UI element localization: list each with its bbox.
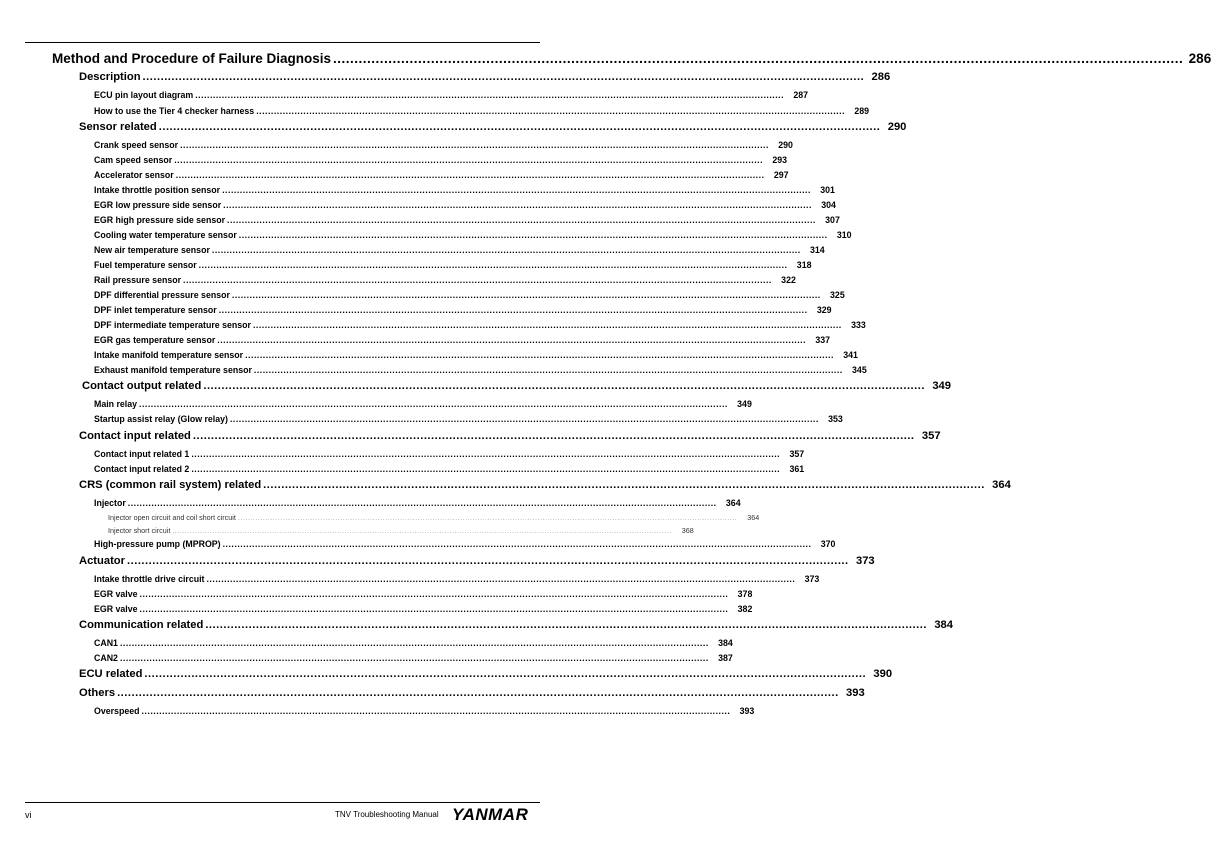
toc-label: CAN2 bbox=[94, 653, 118, 663]
leader-dots: ........................................................................................................................................................................................................ bbox=[227, 215, 816, 225]
toc-page: 301 bbox=[820, 185, 835, 195]
toc-entry[interactable] bbox=[94, 305, 832, 315]
leader-dots: ........................................................................................................................................................................................................ bbox=[180, 140, 769, 150]
toc-label: Overspeed bbox=[94, 706, 140, 716]
toc-page: 307 bbox=[825, 215, 840, 225]
toc-label: Injector open circuit and coil short circuit bbox=[108, 513, 236, 522]
toc-label: Cam speed sensor bbox=[94, 155, 173, 165]
leader-dots: ........................................................................................................................................................................................................ bbox=[158, 121, 881, 133]
leader-dots: ........................................................................................................................................................................................................ bbox=[191, 449, 781, 459]
leader-dots: ........................................................................................................................................................................................................ bbox=[119, 638, 709, 648]
toc-entry[interactable] bbox=[108, 513, 760, 522]
header-rule bbox=[25, 42, 540, 43]
toc-page: 393 bbox=[846, 687, 865, 699]
toc-page: 290 bbox=[887, 121, 907, 133]
leader-dots: ........................................................................................................................................................................................................ bbox=[142, 71, 865, 83]
toc-page: 370 bbox=[820, 539, 836, 549]
leader-dots: ........................................................................................................................................................................................................ bbox=[175, 170, 765, 180]
toc-page: 393 bbox=[739, 706, 755, 716]
toc-entry[interactable] bbox=[82, 380, 951, 392]
toc-entry[interactable] bbox=[94, 275, 796, 285]
toc-entry[interactable] bbox=[94, 290, 845, 300]
toc-label: Injector short circuit bbox=[108, 526, 171, 535]
leader-dots: ........................................................................................................................................................................................................ bbox=[174, 155, 764, 165]
toc-entry[interactable] bbox=[94, 155, 788, 165]
leader-dots: ........................................................................................................................................................................................................ bbox=[223, 200, 812, 210]
leader-dots: ........................................................................................................................................................................................................ bbox=[238, 230, 828, 240]
toc-label: Contact output related bbox=[82, 380, 202, 392]
toc-page: 364 bbox=[725, 498, 741, 508]
toc-page: 304 bbox=[821, 200, 836, 210]
toc-page: 297 bbox=[773, 170, 789, 180]
toc-page: 286 bbox=[1188, 51, 1211, 66]
toc-page: 349 bbox=[932, 380, 951, 392]
toc-entry[interactable] bbox=[79, 687, 865, 699]
toc-page: 390 bbox=[873, 668, 893, 680]
toc-page: 361 bbox=[789, 464, 805, 474]
yanmar-logo: YANMAR bbox=[452, 805, 529, 824]
toc-label: Accelerator sensor bbox=[94, 170, 174, 180]
leader-dots: ........................................................................................................................................................................................................ bbox=[139, 604, 729, 614]
leader-dots: ........................................................................................................................................................................................................ bbox=[139, 399, 728, 409]
toc-label: Fuel temperature sensor bbox=[94, 260, 197, 270]
leader-dots: ........................................................................................................................................................................................................ bbox=[222, 185, 811, 195]
leader-dots: ........................................................................................................................................................................................................ bbox=[222, 539, 812, 549]
toc-entry[interactable] bbox=[108, 526, 694, 535]
toc-label: Contact input related 1 bbox=[94, 449, 190, 459]
leader-dots: ........................................................................................................................................................................................................ bbox=[237, 513, 738, 522]
toc-label: Sensor related bbox=[79, 121, 157, 133]
toc-label: Intake throttle drive circuit bbox=[94, 574, 205, 584]
toc-entry[interactable] bbox=[79, 555, 875, 567]
toc-entry[interactable] bbox=[94, 320, 866, 330]
toc-entry[interactable] bbox=[94, 106, 870, 116]
toc-entry[interactable] bbox=[94, 90, 809, 100]
toc-entry[interactable] bbox=[94, 350, 858, 360]
toc-page: 337 bbox=[815, 335, 831, 345]
toc-entry[interactable] bbox=[94, 653, 733, 663]
toc-label: EGR high pressure side sensor bbox=[94, 215, 226, 225]
toc-page: 382 bbox=[737, 604, 753, 614]
leader-dots: ........................................................................................................................................................................................................ bbox=[218, 305, 808, 315]
toc-label: Exhaust manifold temperature sensor bbox=[94, 365, 252, 375]
toc-entry[interactable] bbox=[94, 414, 843, 424]
toc-page: 341 bbox=[843, 350, 858, 360]
toc-label: Cooling water temperature sensor bbox=[94, 230, 237, 240]
toc-label: ECU pin layout diagram bbox=[94, 90, 194, 100]
leader-dots: ........................................................................................................................................................................................................ bbox=[229, 414, 819, 424]
toc-entry[interactable] bbox=[94, 230, 852, 240]
toc-entry[interactable] bbox=[94, 245, 825, 255]
toc-page: 364 bbox=[992, 479, 1011, 491]
toc-label: DPF differential pressure sensor bbox=[94, 290, 230, 300]
leader-dots: ........................................................................................................................................................................................................ bbox=[144, 668, 867, 680]
toc-entry[interactable] bbox=[94, 185, 835, 195]
toc-page: 287 bbox=[793, 90, 809, 100]
toc-entry[interactable] bbox=[79, 121, 907, 133]
toc-page: 357 bbox=[921, 430, 941, 442]
toc-page: 357 bbox=[789, 449, 805, 459]
toc-label: Intake manifold temperature sensor bbox=[94, 350, 244, 360]
toc-entry[interactable] bbox=[94, 539, 836, 549]
leader-dots: ........................................................................................................................................................................................................ bbox=[117, 687, 839, 699]
toc-entry[interactable] bbox=[94, 140, 793, 150]
leader-dots: ........................................................................................................................................................................................................ bbox=[191, 464, 781, 474]
leader-dots: ........................................................................................................................................................................................................ bbox=[198, 260, 788, 270]
toc-label: EGR gas temperature sensor bbox=[94, 335, 216, 345]
toc-page: 353 bbox=[828, 414, 843, 424]
toc-entry[interactable] bbox=[94, 589, 753, 599]
toc-page: 345 bbox=[852, 365, 867, 375]
toc-entry[interactable] bbox=[94, 498, 741, 508]
toc-page: 310 bbox=[836, 230, 852, 240]
toc-label: Description bbox=[79, 71, 141, 83]
toc-entry[interactable] bbox=[94, 464, 805, 474]
toc-label: Actuator bbox=[79, 555, 125, 567]
toc-page: 325 bbox=[830, 290, 845, 300]
toc-label: Contact input related 2 bbox=[94, 464, 190, 474]
toc-entry[interactable] bbox=[79, 430, 941, 442]
toc-label: Contact input related bbox=[79, 430, 191, 442]
toc-page: 349 bbox=[737, 399, 752, 409]
toc-page: 293 bbox=[772, 155, 788, 165]
toc-label: Communication related bbox=[79, 619, 204, 631]
leader-dots: ........................................................................................................................................................................................................ bbox=[172, 526, 672, 535]
toc-entry[interactable] bbox=[79, 619, 953, 631]
toc-page: 290 bbox=[778, 140, 793, 150]
leader-dots: ........................................................................................................................................................................................................ bbox=[252, 320, 842, 330]
toc-entry[interactable] bbox=[94, 399, 752, 409]
leader-dots: ........................................................................................................................................................................................................ bbox=[217, 335, 807, 345]
leader-dots: ........................................................................................................................................................................................................ bbox=[253, 365, 843, 375]
toc-entry[interactable] bbox=[94, 200, 836, 210]
leader-dots: ........................................................................................................................................................................................................ bbox=[203, 380, 925, 392]
toc-label: Rail pressure sensor bbox=[94, 275, 182, 285]
leader-dots: ........................................................................................................................................................................................................ bbox=[127, 498, 717, 508]
toc-entry[interactable] bbox=[52, 51, 1211, 66]
toc-entry[interactable] bbox=[94, 706, 755, 716]
manual-title: TNV Troubleshooting Manual bbox=[335, 810, 439, 819]
toc-label: High-pressure pump (MPROP) bbox=[94, 539, 221, 549]
leader-dots: ........................................................................................................................................................................................................ bbox=[245, 350, 834, 360]
toc-label: Others bbox=[79, 687, 116, 699]
toc-page: 314 bbox=[810, 245, 825, 255]
toc-label: New air temperature sensor bbox=[94, 245, 210, 255]
toc-entry[interactable] bbox=[94, 170, 789, 180]
leader-dots: ........................................................................................................................................................................................................ bbox=[141, 706, 731, 716]
toc-entry[interactable] bbox=[94, 449, 805, 459]
toc-entry[interactable] bbox=[79, 668, 893, 680]
toc-page: 373 bbox=[804, 574, 820, 584]
toc-page: 378 bbox=[737, 589, 753, 599]
leader-dots: ........................................................................................................................................................................................................ bbox=[206, 574, 796, 584]
toc-label: EGR low pressure side sensor bbox=[94, 200, 222, 210]
toc-label: EGR valve bbox=[94, 604, 138, 614]
toc-page: 322 bbox=[781, 275, 796, 285]
toc-entry[interactable] bbox=[94, 574, 820, 584]
leader-dots: ........................................................................................................................................................................................................ bbox=[211, 245, 801, 255]
leader-dots: ........................................................................................................................................................................................................ bbox=[256, 106, 846, 116]
toc-label: CAN1 bbox=[94, 638, 118, 648]
toc-label: DPF inlet temperature sensor bbox=[94, 305, 217, 315]
page-number: vi bbox=[25, 810, 32, 820]
toc-label: EGR valve bbox=[94, 589, 138, 599]
toc-label: Injector bbox=[94, 498, 126, 508]
toc-page: 364 bbox=[747, 513, 760, 522]
toc-entry[interactable] bbox=[79, 71, 891, 83]
toc-page: 286 bbox=[871, 71, 891, 83]
toc-label: CRS (common rail system) related bbox=[79, 479, 262, 491]
toc-entry[interactable] bbox=[79, 479, 1011, 491]
toc-label: DPF intermediate temperature sensor bbox=[94, 320, 251, 330]
toc-label: How to use the Tier 4 checker harness bbox=[94, 106, 255, 116]
toc-page: 387 bbox=[718, 653, 733, 663]
toc-page: 384 bbox=[718, 638, 733, 648]
toc-page: 333 bbox=[851, 320, 866, 330]
leader-dots: ........................................................................................................................................................................................................ bbox=[333, 51, 1184, 66]
toc-entry[interactable] bbox=[94, 365, 867, 375]
leader-dots: ........................................................................................................................................................................................................ bbox=[192, 430, 915, 442]
toc-page: 289 bbox=[854, 106, 870, 116]
toc-entry[interactable] bbox=[94, 638, 733, 648]
toc-label: Startup assist relay (Glow relay) bbox=[94, 414, 228, 424]
toc-page: 373 bbox=[855, 555, 875, 567]
toc-page: 318 bbox=[796, 260, 812, 270]
toc-page: 329 bbox=[816, 305, 832, 315]
leader-dots: ........................................................................................................................................................................................................ bbox=[205, 619, 927, 631]
toc-entry[interactable] bbox=[94, 260, 812, 270]
toc-label: ECU related bbox=[79, 668, 143, 680]
footer-rule bbox=[25, 802, 540, 803]
leader-dots: ........................................................................................................................................................................................................ bbox=[263, 479, 985, 491]
leader-dots: ........................................................................................................................................................................................................ bbox=[183, 275, 772, 285]
toc-label: Method and Procedure of Failure Diagnosis bbox=[52, 51, 332, 66]
toc-page: 368 bbox=[681, 526, 694, 535]
toc-label: Intake throttle position sensor bbox=[94, 185, 221, 195]
toc-label: Main relay bbox=[94, 399, 138, 409]
leader-dots: ........................................................................................................................................................................................................ bbox=[139, 589, 729, 599]
leader-dots: ........................................................................................................................................................................................................ bbox=[127, 555, 849, 567]
toc-page: 384 bbox=[934, 619, 953, 631]
toc-entry[interactable] bbox=[94, 335, 831, 345]
toc-label: Crank speed sensor bbox=[94, 140, 179, 150]
toc-entry[interactable] bbox=[94, 604, 753, 614]
leader-dots: ........................................................................................................................................................................................................ bbox=[231, 290, 821, 300]
leader-dots: ........................................................................................................................................................................................................ bbox=[195, 90, 785, 100]
toc-entry[interactable] bbox=[94, 215, 840, 225]
leader-dots: ........................................................................................................................................................................................................ bbox=[119, 653, 709, 663]
